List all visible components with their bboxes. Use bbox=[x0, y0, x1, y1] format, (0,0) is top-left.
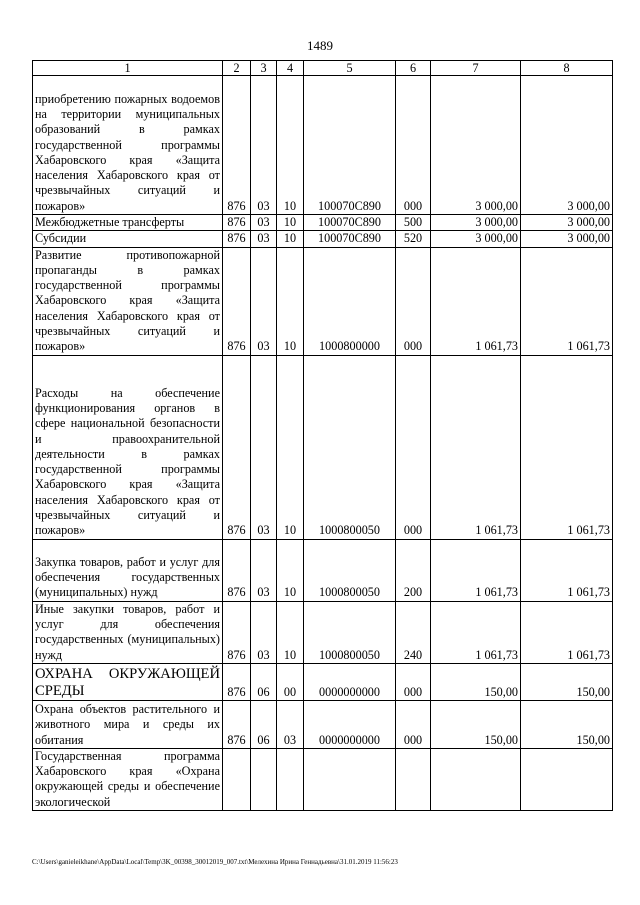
row-pr: 10 bbox=[277, 355, 304, 539]
table-row bbox=[33, 231, 613, 247]
row-name: Охрана объектов растительного и животного мира и среды их обитания bbox=[33, 700, 223, 748]
row-vr: 000 bbox=[396, 355, 431, 539]
row-sum2: 3 000,00 bbox=[521, 76, 613, 215]
row-csr: 0000000000 bbox=[304, 663, 396, 700]
row-vr bbox=[396, 748, 431, 810]
table-row bbox=[33, 76, 613, 215]
header-col-4: 4 bbox=[277, 61, 304, 76]
row-grbs: 876 bbox=[223, 539, 251, 601]
row-vr: 500 bbox=[396, 215, 431, 231]
row-vr: 200 bbox=[396, 539, 431, 601]
row-csr: 100070С890 bbox=[304, 76, 396, 215]
row-csr: 1000800050 bbox=[304, 601, 396, 663]
row-pr: 10 bbox=[277, 76, 304, 215]
table-row bbox=[33, 748, 613, 810]
row-sum2: 3 000,00 bbox=[521, 231, 613, 247]
row-rz bbox=[251, 748, 277, 810]
row-grbs: 876 bbox=[223, 76, 251, 215]
table-row bbox=[33, 700, 613, 748]
row-name: Расходы на обеспечение функционирования органов в сфере национальной безопасности и правоохранительной деятельности в рамках государственной программы Хабаровского края «Защита населения Хабаровского края от чрезвычайных ситуаций и пожаров» bbox=[33, 355, 223, 539]
table-row bbox=[33, 539, 613, 601]
row-pr: 10 bbox=[277, 215, 304, 231]
file-path-footer: C:\Users\ganieleikhane\AppData\Local\Temp\3K_00398_30012019_007.txt\Мелехина Ирина Геннадьевна\31.01.2019 11:56:23 bbox=[32, 858, 398, 866]
row-sum1: 1 061,73 bbox=[431, 355, 521, 539]
row-name: Субсидии bbox=[33, 231, 223, 247]
row-grbs bbox=[223, 748, 251, 810]
row-sum1: 3 000,00 bbox=[431, 76, 521, 215]
row-sum2: 1 061,73 bbox=[521, 539, 613, 601]
header-col-5: 5 bbox=[304, 61, 396, 76]
row-csr: 1000800050 bbox=[304, 539, 396, 601]
row-csr bbox=[304, 748, 396, 810]
row-name: Закупка товаров, работ и услуг для обеспечения государственных (муниципальных) нужд bbox=[33, 539, 223, 601]
row-sum1: 150,00 bbox=[431, 663, 521, 700]
row-grbs: 876 bbox=[223, 231, 251, 247]
row-pr: 10 bbox=[277, 601, 304, 663]
row-rz: 03 bbox=[251, 215, 277, 231]
row-grbs: 876 bbox=[223, 247, 251, 355]
row-sum2: 150,00 bbox=[521, 700, 613, 748]
header-col-3: 3 bbox=[251, 61, 277, 76]
row-sum2 bbox=[521, 748, 613, 810]
row-pr: 10 bbox=[277, 231, 304, 247]
table-row bbox=[33, 355, 613, 539]
header-col-2: 2 bbox=[223, 61, 251, 76]
row-sum1: 1 061,73 bbox=[431, 601, 521, 663]
row-name: Государственная программа Хабаровского края «Охрана окружающей среды и обеспечение экологической bbox=[33, 748, 223, 810]
header-col-6: 6 bbox=[396, 61, 431, 76]
table-row bbox=[33, 663, 613, 700]
row-rz: 03 bbox=[251, 247, 277, 355]
row-sum1: 1 061,73 bbox=[431, 539, 521, 601]
row-sum2: 1 061,73 bbox=[521, 601, 613, 663]
row-rz: 03 bbox=[251, 601, 277, 663]
row-rz: 03 bbox=[251, 231, 277, 247]
row-pr: 10 bbox=[277, 539, 304, 601]
row-name: Развитие противопожарной пропаганды в рамках государственной программы Хабаровского края «Защита населения Хабаровского края от чрезвычайных ситуаций и пожаров» bbox=[33, 247, 223, 355]
row-vr: 240 bbox=[396, 601, 431, 663]
table-row bbox=[33, 215, 613, 231]
row-sum2: 1 061,73 bbox=[521, 355, 613, 539]
table-header-row bbox=[33, 61, 613, 76]
row-sum1 bbox=[431, 748, 521, 810]
budget-table bbox=[32, 60, 613, 811]
row-rz: 06 bbox=[251, 663, 277, 700]
row-grbs: 876 bbox=[223, 663, 251, 700]
row-vr: 000 bbox=[396, 76, 431, 215]
row-vr: 520 bbox=[396, 231, 431, 247]
row-name: ОХРАНА ОКРУЖАЮЩЕЙ СРЕДЫ bbox=[33, 663, 223, 700]
row-sum1: 150,00 bbox=[431, 700, 521, 748]
row-grbs: 876 bbox=[223, 215, 251, 231]
row-rz: 06 bbox=[251, 700, 277, 748]
header-col-1: 1 bbox=[33, 61, 223, 76]
row-grbs: 876 bbox=[223, 601, 251, 663]
row-vr: 000 bbox=[396, 700, 431, 748]
row-pr: 10 bbox=[277, 247, 304, 355]
row-pr bbox=[277, 748, 304, 810]
row-sum2: 1 061,73 bbox=[521, 247, 613, 355]
row-name: приобретению пожарных водоемов на территории муниципальных образований в рамках государственной программы Хабаровского края «Защита населения Хабаровского края от чрезвычайных ситуаций и пожаров» bbox=[33, 76, 223, 215]
row-rz: 03 bbox=[251, 539, 277, 601]
row-name: Иные закупки товаров, работ и услуг для обеспечения государственных (муниципальных) нужд bbox=[33, 601, 223, 663]
table-row bbox=[33, 247, 613, 355]
header-col-8: 8 bbox=[521, 61, 613, 76]
row-csr: 1000800050 bbox=[304, 355, 396, 539]
page-number: 1489 bbox=[307, 38, 333, 53]
row-csr: 100070С890 bbox=[304, 215, 396, 231]
row-rz: 03 bbox=[251, 76, 277, 215]
row-csr: 100070С890 bbox=[304, 231, 396, 247]
row-sum1: 1 061,73 bbox=[431, 247, 521, 355]
row-grbs: 876 bbox=[223, 355, 251, 539]
header-col-7: 7 bbox=[431, 61, 521, 76]
row-vr: 000 bbox=[396, 247, 431, 355]
row-sum1: 3 000,00 bbox=[431, 231, 521, 247]
row-sum2: 150,00 bbox=[521, 663, 613, 700]
row-name: Межбюджетные трансферты bbox=[33, 215, 223, 231]
row-rz: 03 bbox=[251, 355, 277, 539]
row-vr: 000 bbox=[396, 663, 431, 700]
row-sum1: 3 000,00 bbox=[431, 215, 521, 231]
table-row bbox=[33, 601, 613, 663]
row-csr: 1000800000 bbox=[304, 247, 396, 355]
row-pr: 00 bbox=[277, 663, 304, 700]
row-csr: 0000000000 bbox=[304, 700, 396, 748]
row-pr: 03 bbox=[277, 700, 304, 748]
row-sum2: 3 000,00 bbox=[521, 215, 613, 231]
row-grbs: 876 bbox=[223, 700, 251, 748]
